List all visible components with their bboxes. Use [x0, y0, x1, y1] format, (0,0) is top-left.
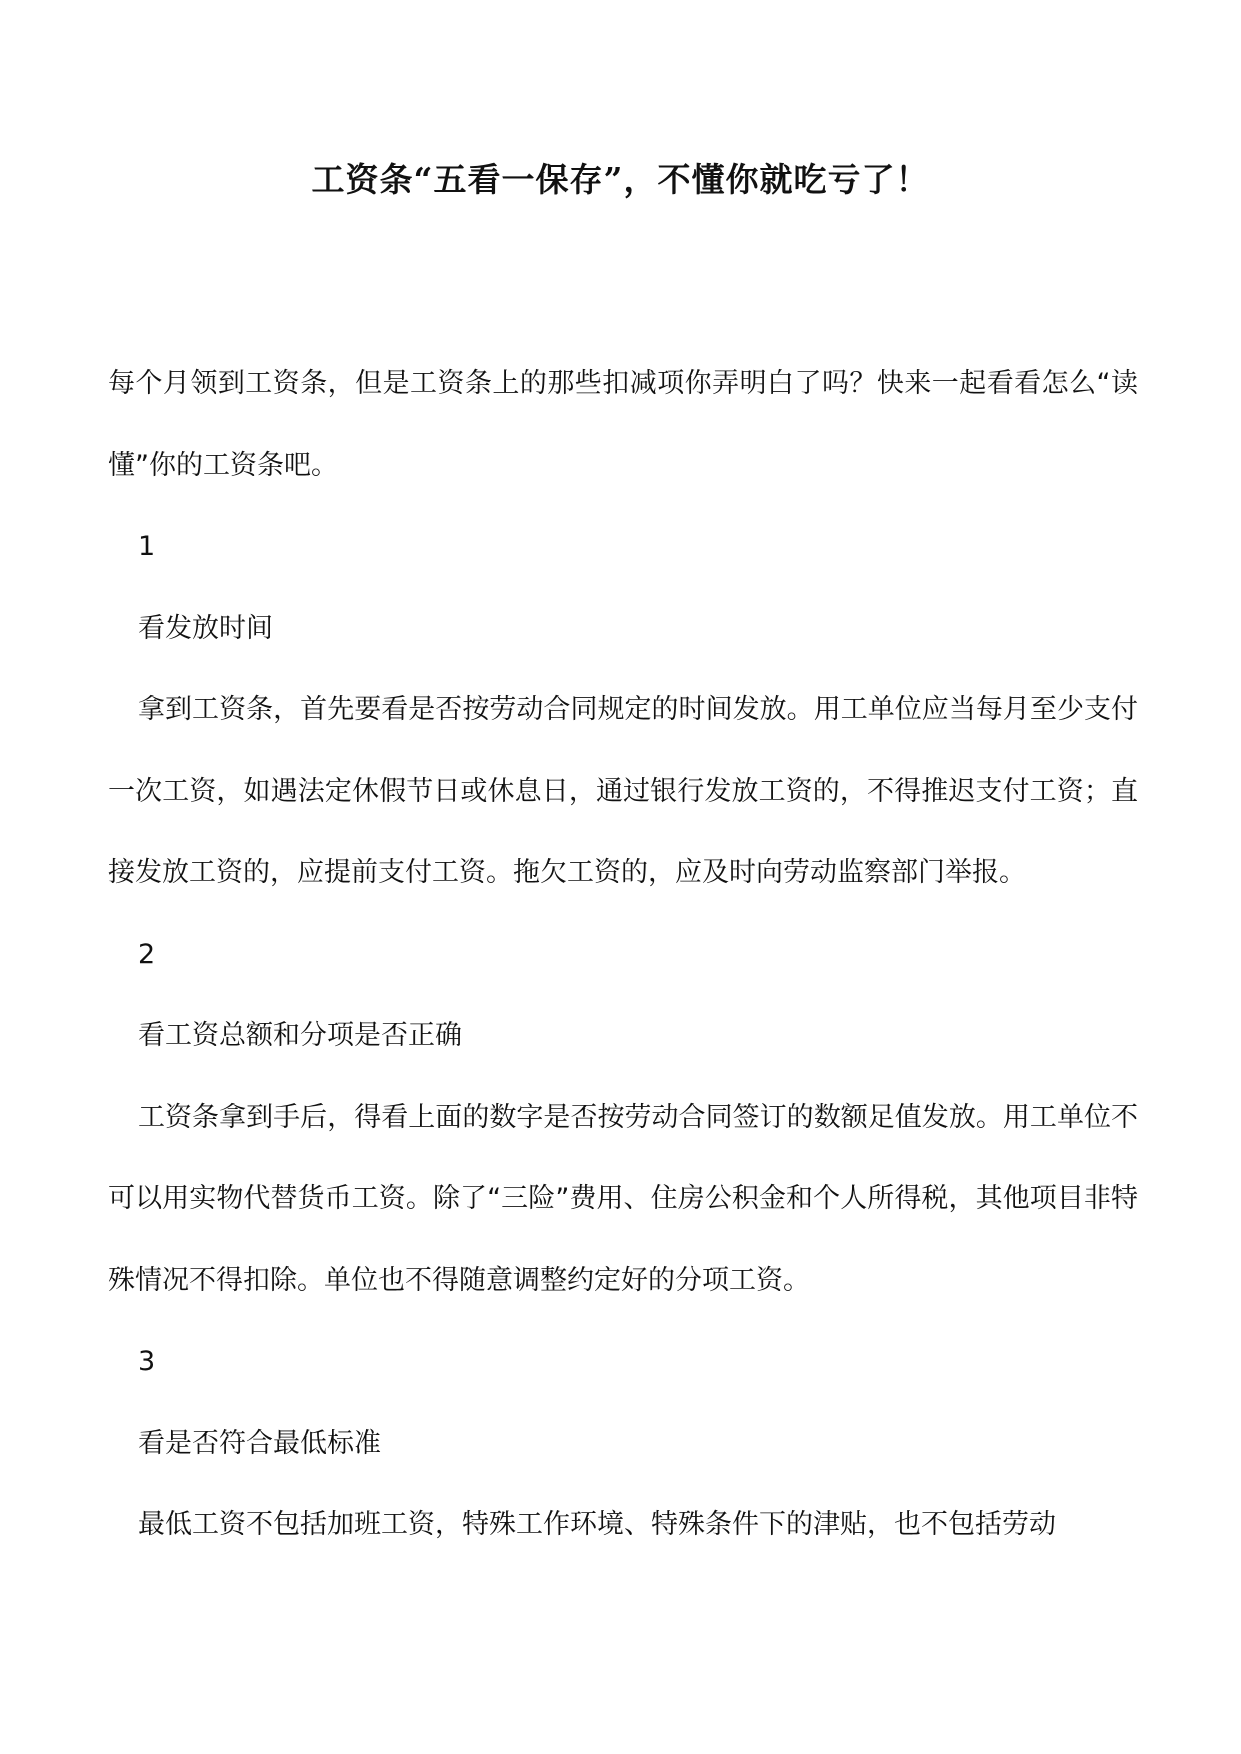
section-paragraph-3: 最低工资不包括加班工资，特殊工作环境、特殊条件下的津贴，也不包括劳动 — [138, 1509, 1056, 1540]
section-paragraph-2: 工资条拿到手后，得看上面的数字是否按劳动合同签订的数额足值发放。用工单位不可以用实物代替货币工资。除了“三险”费用、住房公积金和个人所得税，其他项目非特殊情况不得扣除。单位也不得随意调整约定好的分项工资。 — [108, 1101, 1138, 1296]
section-heading-3: 看是否符合最低标准 — [138, 1427, 381, 1459]
document-title: 工资条“五看一保存”，不懂你就吃亏了！ — [311, 160, 930, 199]
section-number-3: 3 — [138, 1346, 156, 1377]
document-body — [108, 343, 1138, 1566]
section-number-2: 2 — [138, 938, 156, 970]
section-heading-1: 看发放时间 — [138, 612, 273, 644]
section-heading-2: 看工资总额和分项是否正确 — [138, 1020, 462, 1051]
intro-paragraph: 每个月领到工资条，但是工资条上的那些扣减项你弄明白了吗？快来一起看看怎么“读懂”你的工资条吧。 — [108, 368, 1138, 481]
section-number-1: 1 — [138, 531, 156, 562]
section-paragraph-1: 拿到工资条，首先要看是否按劳动合同规定的时间发放。用工单位应当每月至少支付一次工资，如遇法定休假节日或休息日，通过银行发放工资的，不得推迟支付工资；直接发放工资的，应提前支付工资。拖欠工资的，应及时向劳动监察部门举报。 — [108, 694, 1138, 888]
